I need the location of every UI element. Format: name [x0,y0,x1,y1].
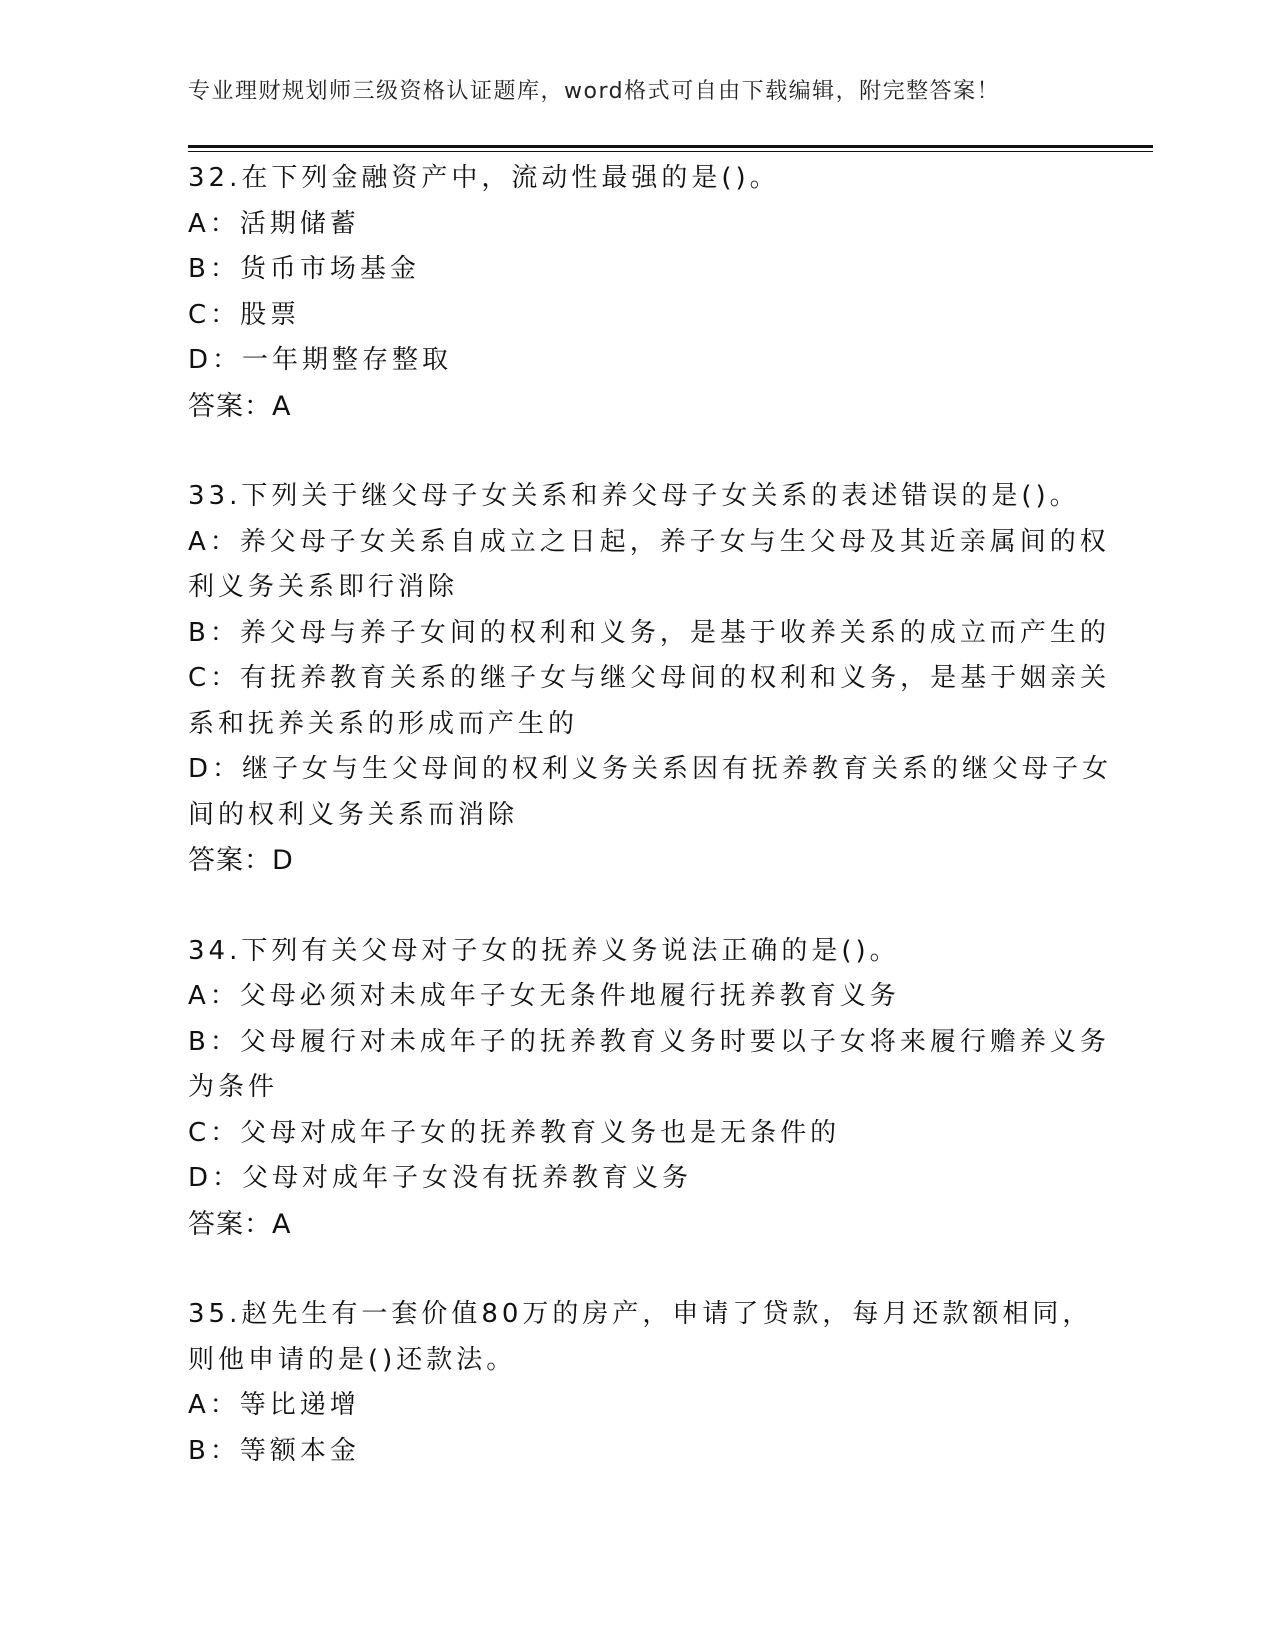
option-a: A：养父母子女关系自成立之日起，养子女与生父母及其近亲属间的权 [188,526,1110,557]
page-header: 专业理财规划师三级资格认证题库，word格式可自由下载编辑，附完整答案！ [188,79,1001,104]
option-d: D：一年期整存整取 [188,345,453,375]
option-c: C：父母对成年子女的抚养教育义务也是无条件的 [188,1117,841,1148]
answer: 答案：A [188,390,292,422]
question-stem: 33.下列关于继父母子女关系和养父母子女关系的表述错误的是()。 [188,481,1080,511]
question-list [188,156,1113,1519]
question-34 [188,929,1110,1248]
header-rule-thick [188,145,1153,148]
answer: 答案：D [188,845,294,876]
option-d: D：继子女与生父母间的权利义务关系因有抚养教育关系的继父母子女 [188,754,1113,784]
option-c-cont: 系和抚养关系的形成而产生的 [188,708,579,739]
option-d-cont: 间的权利义务关系而消除 [188,799,519,830]
question-35 [188,1292,1093,1474]
question-stem: 35.赵先生有一套价值80万的房产，申请了贷款，每月还款额相同， [188,1299,1093,1329]
option-c: C：股票 [188,299,301,330]
option-b: B：养父母与养子女间的权利和义务，是基于收养关系的成立而产生的 [188,617,1110,648]
header-rule-thin [188,151,1153,152]
option-a: A：等比递增 [188,1390,360,1420]
option-d: D：父母对成年子女没有抚养教育义务 [188,1163,693,1193]
question-33 [188,474,1113,884]
question-32 [188,156,1088,429]
option-b-cont: 为条件 [188,1072,279,1102]
option-c: C：有抚养教育关系的继子女与继父母间的权利和义务，是基于姻亲关 [188,663,1111,693]
question-stem: 34.下列有关父母对子女的抚养义务说法正确的是()。 [188,935,900,966]
option-b: B：等额本金 [188,1435,360,1466]
option-a: A：活期储蓄 [188,208,360,239]
answer: 答案：A [188,1208,292,1240]
option-b: B：父母履行对未成年子的抚养教育义务时要以子女将来履行赡养义务 [188,1026,1110,1057]
question-stem: 32.在下列金融资产中，流动性最强的是()。 [188,163,780,193]
question-stem-cont: 则他申请的是()还款法。 [188,1344,517,1375]
option-a: A：父母必须对未成年子女无条件地履行抚养教育义务 [188,981,900,1011]
option-a-cont: 利义务关系即行消除 [188,572,459,602]
option-b: B：货币市场基金 [188,254,420,284]
